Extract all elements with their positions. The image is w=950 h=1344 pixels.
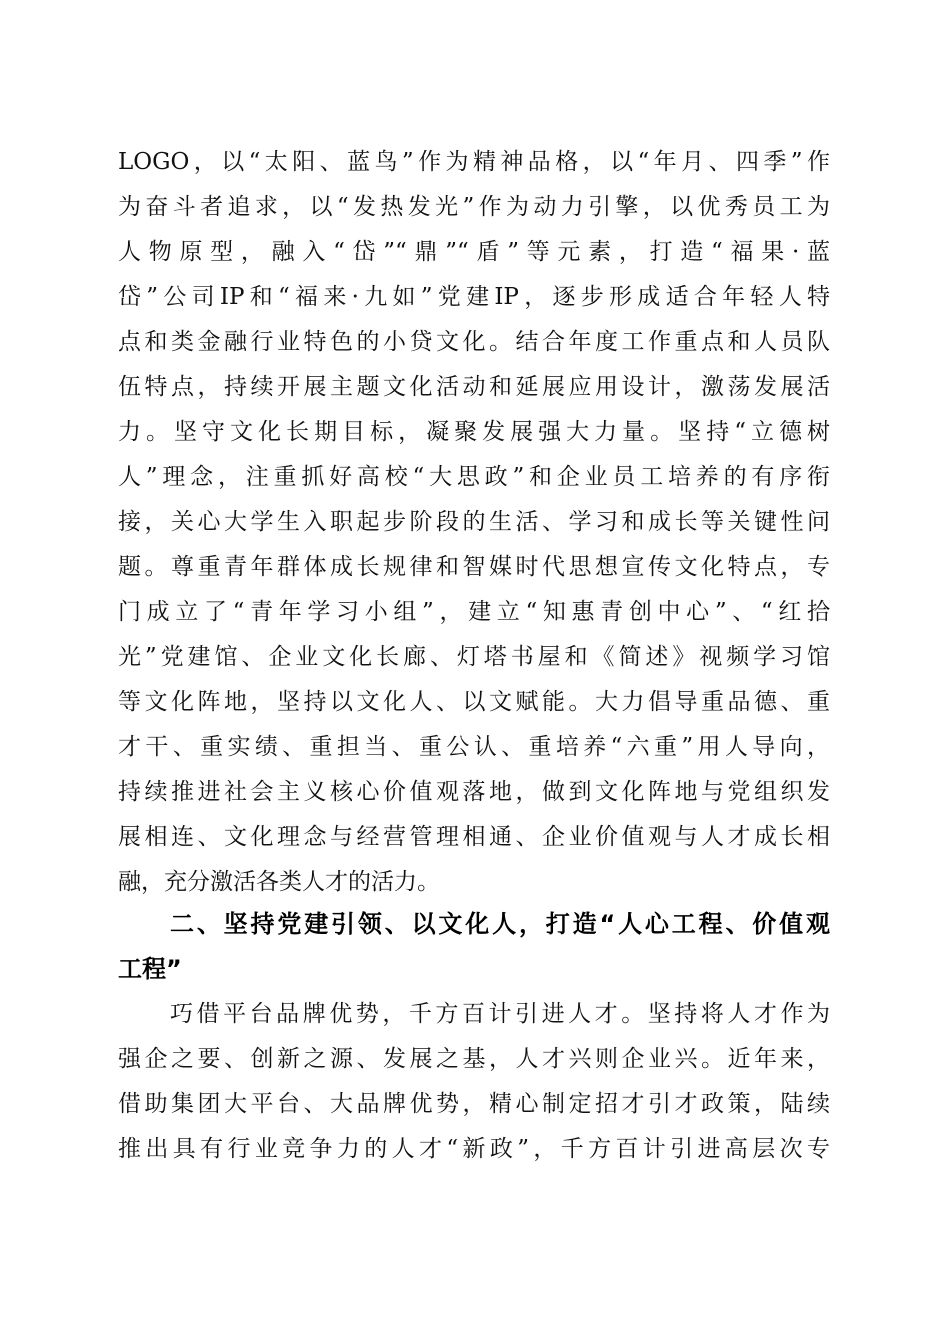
body-text-line: 融，充分激活各类人才的活力。 <box>118 869 440 895</box>
body-text-line: LOGO，以“太阳、蓝鸟”作为精神品格，以“年月、四季”作 <box>118 149 830 175</box>
body-text-line: 接，关心大学生入职起步阶段的生活、学习和成长等关键性问 <box>118 509 830 535</box>
section-heading: 二、坚持党建引领、以文化人，打造“人心工程、价值观 <box>170 910 830 938</box>
body-text-line: 推出具有行业竞争力的人才“新政”，千方百计引进高层次专 <box>118 1136 830 1162</box>
body-text-line: 岱”公司IP和“福来·九如”党建IP，逐步形成适合年轻人特 <box>118 284 830 310</box>
body-text-line: 为奋斗者追求，以“发热发光”作为动力引擎，以优秀员工为 <box>118 194 830 220</box>
body-text-line: 展相连、文化理念与经营管理相通、企业价值观与人才成长相 <box>118 824 830 850</box>
body-text-line: 题。尊重青年群体成长规律和智媒时代思想宣传文化特点，专 <box>118 554 830 580</box>
body-text-line: 伍特点，持续开展主题文化活动和延展应用设计，激荡发展活 <box>118 374 830 400</box>
body-text-line: 借助集团大平台、大品牌优势，精心制定招才引才政策，陆续 <box>118 1091 830 1117</box>
body-text-line: 力。坚守文化长期目标，凝聚发展强大力量。坚持“立德树 <box>118 419 830 445</box>
section-heading: 工程” <box>118 955 182 983</box>
body-text-line: 点和类金融行业特色的小贷文化。结合年度工作重点和人员队 <box>118 329 830 355</box>
body-text-line: 人”理念，注重抓好高校“大思政”和企业员工培养的有序衔 <box>118 464 830 490</box>
body-text-line: 人物原型，融入“岱”“鼎”“盾”等元素，打造“福果·蓝 <box>118 239 830 265</box>
body-text-line: 光”党建馆、企业文化长廊、灯塔书屋和《简述》视频学习馆 <box>118 644 830 670</box>
body-text-line: 门成立了“青年学习小组”，建立“知惠青创中心”、“红拾 <box>118 599 830 625</box>
body-text-line: 等文化阵地，坚持以文化人、以文赋能。大力倡导重品德、重 <box>118 689 830 715</box>
body-text-line: 才干、重实绩、重担当、重公认、重培养“六重”用人导向， <box>118 734 830 760</box>
body-text-line: 强企之要、创新之源、发展之基，人才兴则企业兴。近年来， <box>118 1046 830 1072</box>
body-text-line: 持续推进社会主义核心价值观落地，做到文化阵地与党组织发 <box>118 779 830 805</box>
body-text-line: 巧借平台品牌优势，千方百计引进人才。坚持将人才作为 <box>170 1001 830 1027</box>
